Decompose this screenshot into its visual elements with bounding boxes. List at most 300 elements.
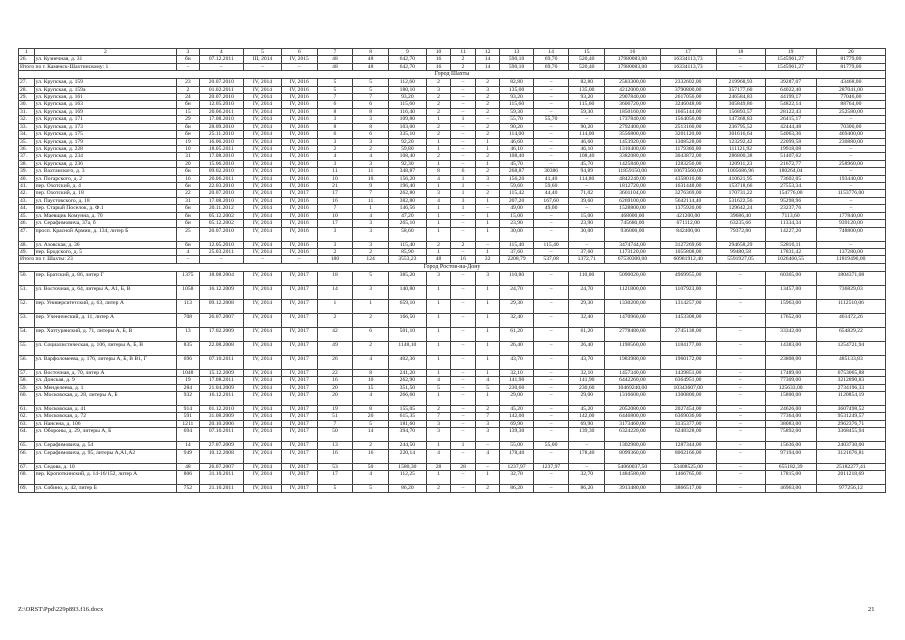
- table-cell: 7: [353, 94, 389, 101]
- table-cell: 24626,00: [765, 406, 816, 413]
- table-cell: 59,30: [569, 108, 605, 115]
- table-cell: 1: [475, 341, 500, 355]
- table-cell: –: [533, 86, 569, 93]
- table-cell: 2: [34, 49, 177, 56]
- table-cell: 236795,52: [716, 123, 765, 130]
- table-cell: ул. Серафимовича, д. 54: [34, 442, 177, 449]
- table-cell: 3: [426, 86, 451, 93]
- table-cell: 2332602,00: [660, 79, 716, 86]
- table-cell: 86,20: [569, 485, 605, 492]
- table-cell: 05.12.2002: [199, 212, 244, 219]
- table-cell: 7: [317, 420, 353, 427]
- table-cell: 20.06.2011: [199, 175, 244, 182]
- table-row: [19, 341, 886, 355]
- table-cell: ул. Крупская, д. 228: [34, 145, 177, 152]
- table-cell: 1665144,00: [660, 108, 716, 115]
- table-cell: 94,89: [569, 168, 605, 175]
- table-cell: 15636,00: [765, 442, 816, 449]
- table-cell: 48: [353, 63, 389, 70]
- table-cell: ул. Обороны, д. 29, литеры А, Б: [34, 428, 177, 442]
- table-cell: 82,80: [500, 79, 533, 86]
- table-cell: IV, 2014: [244, 168, 282, 175]
- table-cell: –: [533, 369, 569, 376]
- table-cell: 6369036,00: [660, 413, 716, 420]
- table-cell: 60.: [19, 392, 35, 406]
- table-cell: 26.07.2007: [199, 313, 244, 327]
- table-cell: IV, 2017: [281, 341, 317, 355]
- table-cell: 15: [353, 384, 389, 391]
- table-cell: –: [533, 227, 569, 241]
- table-cell: 196,40: [388, 183, 426, 190]
- table-cell: 1: [475, 197, 500, 204]
- table-cell: –: [451, 101, 476, 108]
- table-cell: 8: [353, 108, 389, 115]
- table-cell: IV, 2014: [244, 463, 282, 470]
- table-cell: 3135377,00: [660, 420, 716, 427]
- table-cell: 07.10.2011: [199, 428, 244, 442]
- table-cell: ул. Крупская, д. 236: [34, 160, 177, 167]
- table-cell: –: [716, 369, 765, 376]
- table-row: [19, 86, 886, 93]
- table-cell: 1173120,00: [605, 249, 661, 256]
- table-cell: 19: [765, 49, 816, 56]
- table-cell: 3043872,00: [660, 153, 716, 160]
- table-cell: 6: [353, 131, 389, 138]
- table-cell: 2: [451, 56, 476, 63]
- table-cell: ул. Крупская, д. 179: [34, 138, 177, 145]
- table-cell: –: [281, 256, 317, 263]
- table-cell: 180: [317, 256, 353, 263]
- table-cell: 8: [317, 123, 353, 130]
- table-cell: 39.: [19, 168, 35, 175]
- table-cell: 07.12.2011: [199, 56, 244, 63]
- table-cell: 14: [475, 56, 500, 63]
- table-cell: –: [533, 131, 569, 138]
- table-cell: 10343607,00: [660, 384, 716, 391]
- table-cell: 520,40: [569, 56, 605, 63]
- table-cell: IV, 2017: [281, 485, 317, 492]
- table-cell: –: [716, 384, 765, 391]
- table-cell: ул. Собино, д. 42, литер Б: [34, 485, 177, 492]
- table-cell: 32,10: [569, 369, 605, 376]
- table-cell: 32: [475, 256, 500, 263]
- table-row: [19, 153, 886, 160]
- table-cell: Город Шахты: [19, 71, 886, 79]
- table-cell: 23,90: [569, 220, 605, 227]
- table-cell: 1: [475, 299, 500, 313]
- table-cell: 4842240,00: [605, 175, 661, 182]
- table-cell: –: [451, 131, 476, 138]
- section-row: [19, 263, 886, 271]
- table-cell: 262,80: [388, 190, 426, 197]
- table-cell: 82,80: [569, 79, 605, 86]
- table-cell: бн: [177, 123, 199, 130]
- table-cell: 1005686,96: [716, 168, 765, 175]
- table-cell: 3: [353, 241, 389, 248]
- table-cell: 11334,34: [765, 220, 816, 227]
- table-cell: 53408525,00: [660, 463, 716, 470]
- table-row: [19, 406, 886, 413]
- table-row: [19, 249, 886, 256]
- table-cell: 10.12.2008: [199, 449, 244, 463]
- table-cell: –: [716, 442, 765, 449]
- table-cell: ул. Московская, д. 28, литеры А, Б: [34, 392, 177, 406]
- table-cell: 468000,00: [605, 212, 661, 219]
- table-cell: –: [533, 384, 569, 391]
- table-cell: 1580,30: [388, 463, 426, 470]
- table-cell: 41.: [19, 183, 35, 190]
- table-cell: 977256,12: [816, 485, 885, 492]
- table-cell: 93,20: [500, 94, 533, 101]
- table-cell: 10: [317, 212, 353, 219]
- table-cell: 1048: [177, 369, 199, 376]
- table-cell: 6: [317, 131, 353, 138]
- table-cell: 137280,00: [816, 249, 885, 256]
- table-cell: –: [533, 299, 569, 313]
- table-cell: 50: [353, 463, 389, 470]
- table-cell: ул. Московская, д. 72: [34, 413, 177, 420]
- table-cell: 16.12.2011: [199, 392, 244, 406]
- table-cell: 3: [353, 227, 389, 241]
- table-cell: 46,60: [569, 138, 605, 145]
- table-cell: 2: [475, 79, 500, 86]
- table-cell: 44199,17: [765, 94, 816, 101]
- table-row: [19, 449, 886, 463]
- table-cell: 48.: [19, 241, 35, 248]
- table-cell: 4: [317, 153, 353, 160]
- table-cell: –: [533, 123, 569, 130]
- table-cell: 51: [317, 413, 353, 420]
- table-cell: 1112510,06: [816, 299, 885, 313]
- table-cell: 19: [177, 377, 199, 384]
- table-cell: 835: [177, 341, 199, 355]
- table-cell: 220,14: [388, 449, 426, 463]
- table-cell: 2: [426, 241, 451, 248]
- table-cell: ул. Донская, д. 9: [34, 377, 177, 384]
- table-cell: 1: [426, 205, 451, 212]
- table-cell: 23: [177, 79, 199, 86]
- table-cell: пер. Охотский, д. 4: [34, 183, 177, 190]
- table-cell: 180264,04: [765, 168, 816, 175]
- table-cell: 3: [177, 49, 199, 56]
- table-cell: –: [451, 123, 476, 130]
- table-cell: 708: [177, 313, 199, 327]
- table-cell: 46,10: [569, 145, 605, 152]
- table-cell: 93,20: [569, 94, 605, 101]
- table-cell: 3: [317, 116, 353, 123]
- table-cell: 1: [475, 220, 500, 227]
- table-cell: –: [451, 392, 476, 406]
- table-row: [19, 313, 886, 327]
- table-cell: IV, 2014: [244, 249, 282, 256]
- table-cell: 1026460,55: [765, 256, 816, 263]
- table-cell: 48: [426, 256, 451, 263]
- table-cell: –: [451, 377, 476, 384]
- table-cell: 17.08.2010: [199, 116, 244, 123]
- table-cell: –: [451, 160, 476, 167]
- table-cell: 287041,00: [816, 86, 885, 93]
- table-cell: 1: [451, 205, 476, 212]
- table-cell: IV, 2014: [244, 86, 282, 93]
- table-cell: 32,10: [500, 369, 533, 376]
- table-cell: 1: [426, 442, 451, 449]
- table-cell: пер. Хатгурянский, д. 71, литеры А, Б, В: [34, 327, 177, 341]
- table-cell: ул. Крупская, д. 175: [34, 131, 177, 138]
- table-cell: 26,40: [569, 341, 605, 355]
- table-cell: 2583300,00: [605, 79, 661, 86]
- table-cell: 09.02.2010: [199, 168, 244, 175]
- table-cell: 1: [475, 160, 500, 167]
- table-cell: 3553,23: [388, 256, 426, 263]
- table-cell: 16: [426, 63, 451, 70]
- data-table: [18, 48, 886, 493]
- table-cell: 55,00: [533, 442, 569, 449]
- table-cell: 2: [353, 442, 389, 449]
- table-cell: IV, 2014: [244, 442, 282, 449]
- table-cell: IV, 2014: [244, 160, 282, 167]
- table-cell: 3: [426, 428, 451, 442]
- table-cell: 3: [426, 190, 451, 197]
- table-row: [19, 168, 886, 175]
- table-cell: 113: [177, 299, 199, 313]
- table-cell: 1: [426, 327, 451, 341]
- table-cell: –: [716, 63, 765, 70]
- table-cell: 2: [353, 145, 389, 152]
- table-cell: 24,70: [500, 285, 533, 299]
- table-cell: 46,60: [500, 138, 533, 145]
- table-cell: 110,80: [500, 271, 533, 285]
- table-cell: 139,30: [569, 428, 605, 442]
- total-row: [19, 256, 886, 263]
- table-cell: 125633,00: [765, 384, 816, 391]
- table-cell: 1375920,00: [660, 205, 716, 212]
- table-cell: 86,20: [388, 485, 426, 492]
- table-cell: 90,20: [569, 123, 605, 130]
- table-cell: 9531249,57: [816, 413, 885, 420]
- table-cell: 3: [475, 175, 500, 182]
- table-cell: 31: [177, 197, 199, 204]
- table-cell: 55,70: [500, 116, 533, 123]
- table-cell: 40.: [19, 175, 35, 182]
- table-cell: IV, 2014: [244, 485, 282, 492]
- table-cell: 43.: [19, 197, 35, 204]
- table-cell: 1153776,00: [816, 190, 885, 197]
- table-cell: 1237,97: [533, 463, 569, 470]
- table-cell: 19: [317, 406, 353, 413]
- table-cell: 14: [475, 63, 500, 70]
- table-cell: 1: [475, 327, 500, 341]
- table-cell: 2: [353, 341, 389, 355]
- table-cell: 114,80: [569, 175, 605, 182]
- table-cell: 15: [177, 108, 199, 115]
- table-cell: 88764,00: [816, 101, 885, 108]
- table-cell: 15800,00: [765, 392, 816, 406]
- table-cell: 654829,22: [816, 327, 885, 341]
- table-cell: IV, 2017: [281, 413, 317, 420]
- table-cell: 3: [426, 420, 451, 427]
- table-cell: 1: [475, 138, 500, 145]
- table-cell: 37,60: [569, 249, 605, 256]
- table-cell: –: [451, 485, 476, 492]
- table-cell: 67530300,00: [605, 256, 661, 263]
- table-cell: 59,80: [388, 145, 426, 152]
- table-cell: 1: [475, 249, 500, 256]
- table-cell: 44,40: [533, 190, 569, 197]
- table-cell: 11859150,00: [605, 168, 661, 175]
- table-cell: –: [244, 63, 282, 70]
- table-cell: 30,00: [569, 227, 605, 241]
- table-cell: –: [716, 271, 765, 285]
- table-cell: IV, 2017: [281, 420, 317, 427]
- table-cell: 20.07.2010: [199, 79, 244, 86]
- table-cell: 10: [353, 377, 389, 384]
- table-cell: 52.: [19, 299, 35, 313]
- table-cell: 7: [426, 413, 451, 420]
- table-cell: 10: [317, 175, 353, 182]
- table-cell: 7: [317, 94, 353, 101]
- table-cell: –: [199, 256, 244, 263]
- table-cell: 27553,34: [765, 183, 816, 190]
- table-cell: 55,00: [500, 442, 533, 449]
- table-cell: 3913480,00: [605, 485, 661, 492]
- table-cell: 1211: [177, 420, 199, 427]
- table-cell: 1: [451, 116, 476, 123]
- table-cell: IV, 2016: [281, 86, 317, 93]
- table-cell: IV, 2016: [281, 94, 317, 101]
- table-cell: –: [451, 79, 476, 86]
- table-cell: ул. Восточная, д. 64, литеры А, А1, Б, В: [34, 285, 177, 299]
- table-cell: –: [716, 313, 765, 327]
- table-cell: IV, 2014: [244, 327, 282, 341]
- table-cell: 90,20: [500, 123, 533, 130]
- table-cell: просп. Красной Армии, д. 134, литер Б: [34, 227, 177, 241]
- table-cell: 10: [426, 49, 451, 56]
- table-cell: 115,40: [500, 241, 533, 248]
- table-cell: 5: [244, 49, 282, 56]
- header-row: [19, 49, 886, 56]
- table-cell: –: [533, 285, 569, 299]
- table-cell: –: [533, 101, 569, 108]
- table-cell: 56.: [19, 355, 35, 369]
- table-cell: IV, 2016: [281, 249, 317, 256]
- table-cell: 116,40: [388, 108, 426, 115]
- table-cell: 2792400,00: [605, 123, 661, 130]
- table-cell: IV, 2014: [244, 205, 282, 212]
- table-cell: 1484580,00: [605, 471, 661, 485]
- table-row: [19, 220, 886, 227]
- table-cell: 590,10: [500, 63, 533, 70]
- table-cell: 20.07.2010: [199, 190, 244, 197]
- table-cell: 21672,77: [765, 160, 816, 167]
- table-cell: 2907840,00: [605, 94, 661, 101]
- table-row: [19, 160, 886, 167]
- table-cell: 294658,29: [716, 241, 765, 248]
- table-cell: –: [716, 406, 765, 413]
- table-cell: 10: [353, 175, 389, 182]
- table-cell: 949: [177, 449, 199, 463]
- table-cell: 54060037,50: [605, 463, 661, 470]
- table-cell: 2: [317, 249, 353, 256]
- table-cell: 9: [388, 49, 426, 56]
- table-cell: 6446800,00: [605, 413, 661, 420]
- table-cell: ул. Социалистическая, д. 106, литеры А, Б, В: [34, 341, 177, 355]
- table-cell: IV, 2016: [281, 175, 317, 182]
- table-cell: ул. Менделеева, д. 1: [34, 384, 177, 391]
- table-cell: –: [177, 256, 199, 263]
- table-cell: 2: [475, 101, 500, 108]
- table-cell: 2: [426, 485, 451, 492]
- table-cell: IV, 2017: [281, 369, 317, 376]
- table-cell: бн: [177, 101, 199, 108]
- table-cell: 469400,00: [816, 131, 885, 138]
- table-cell: 1: [451, 442, 476, 449]
- table-cell: 3: [317, 227, 353, 241]
- table-cell: IV, 2017: [281, 299, 317, 313]
- table-cell: 41,40: [533, 175, 569, 182]
- table-cell: IV, 2014: [244, 101, 282, 108]
- table-cell: 8: [317, 108, 353, 115]
- table-cell: 62.: [19, 413, 35, 420]
- table-cell: 421200,00: [660, 212, 716, 219]
- table-cell: 147368,83: [716, 116, 765, 123]
- table-cell: IV, 2017: [281, 428, 317, 442]
- table-cell: IV, 2014: [244, 406, 282, 413]
- table-cell: –: [475, 116, 500, 123]
- table-cell: 15,00: [569, 212, 605, 219]
- table-cell: 694: [177, 428, 199, 442]
- table-cell: 3790800,00: [660, 86, 716, 93]
- table-cell: 3866517,00: [660, 485, 716, 492]
- table-cell: –: [569, 463, 605, 470]
- table-cell: –: [451, 94, 476, 101]
- table-cell: 16: [317, 449, 353, 463]
- table-cell: 1: [426, 341, 451, 355]
- table-cell: 5642114,40: [660, 197, 716, 204]
- table-cell: пер. Университетский, д. 63, литер А: [34, 299, 177, 313]
- table-cell: 15.12.2009: [199, 369, 244, 376]
- table-cell: 3368455,94: [816, 428, 885, 442]
- table-cell: 11: [353, 197, 389, 204]
- table-cell: 23808,00: [765, 355, 816, 369]
- table-cell: 33.: [19, 123, 35, 130]
- table-cell: 2778480,00: [605, 327, 661, 341]
- table-cell: 64022,40: [765, 86, 816, 93]
- table-cell: ул. Маевщик Комунна, д. 70: [34, 212, 177, 219]
- table-cell: –: [716, 413, 765, 420]
- table-cell: 7: [353, 190, 389, 197]
- table-cell: 4: [426, 175, 451, 182]
- table-cell: 6364951,00: [660, 377, 716, 384]
- table-cell: 28: [426, 463, 451, 470]
- table-cell: 537,08: [533, 256, 569, 263]
- table-cell: 21: [317, 183, 353, 190]
- table-cell: 50.: [19, 271, 35, 285]
- table-cell: –: [451, 86, 476, 93]
- table-cell: 385,20: [388, 271, 426, 285]
- table-cell: 25.11.2010: [199, 131, 244, 138]
- table-cell: 61,20: [500, 327, 533, 341]
- table-cell: IV, 2016: [281, 108, 317, 115]
- table-row: [19, 241, 886, 248]
- table-cell: 1850160,00: [605, 108, 661, 115]
- table-cell: 2052080,00: [605, 406, 661, 413]
- table-cell: 3173460,00: [605, 420, 661, 427]
- table-cell: 1: [426, 160, 451, 167]
- table-cell: 17831,42: [765, 249, 816, 256]
- table-cell: 17815,00: [765, 471, 816, 485]
- table-cell: 5591927,05: [716, 256, 765, 263]
- table-cell: –: [451, 153, 476, 160]
